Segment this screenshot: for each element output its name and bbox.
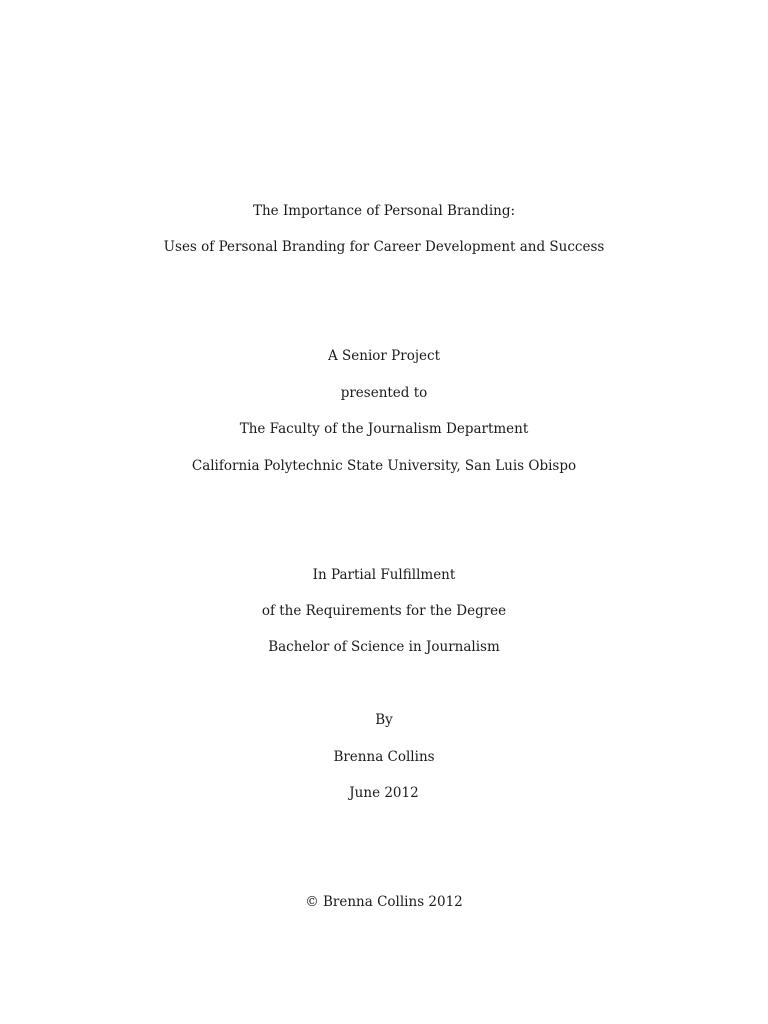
presented-to: presented to [340,385,428,401]
by-label: By [375,712,393,728]
date: June 2012 [349,785,419,801]
title-line-1: The Importance of Personal Branding: [252,203,516,219]
university: California Polytechnic State University, San Luis Obispo [191,458,577,474]
fulfillment-line-2: of the Requirements for the Degree [261,603,507,619]
project-type: A Senior Project [328,348,440,364]
title-line-2: Uses of Personal Branding for Career Development and Success [163,239,605,255]
fulfillment-line-1: In Partial Fulfillment [312,567,456,583]
faculty: The Faculty of the Journalism Department [239,421,529,437]
author-name: Brenna Collins [333,749,435,765]
copyright: © Brenna Collins 2012 [305,894,463,910]
degree: Bachelor of Science in Journalism [268,639,500,655]
